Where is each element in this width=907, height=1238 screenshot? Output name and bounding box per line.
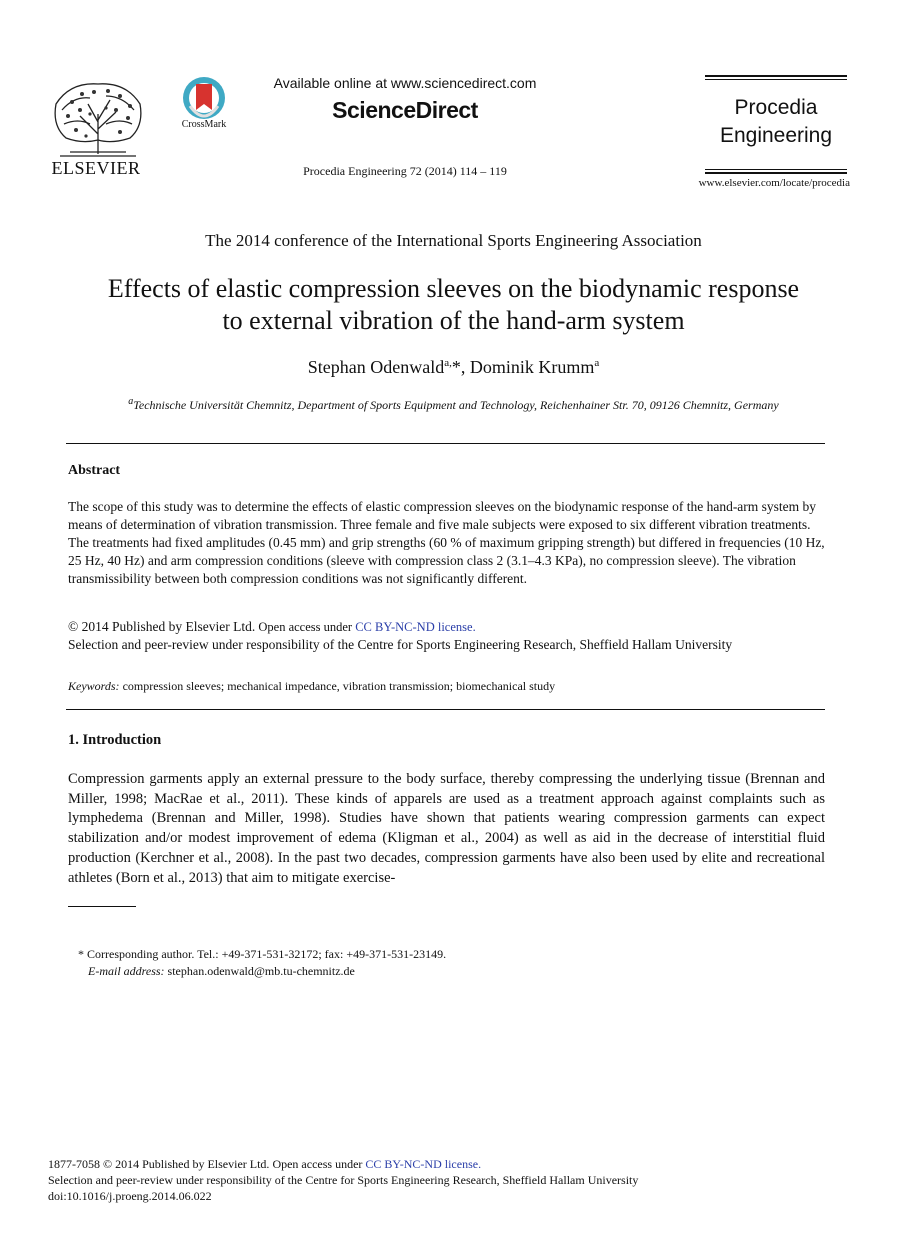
- divider: [705, 79, 847, 80]
- conference-name: The 2014 conference of the International Sports Engineering Association: [205, 231, 702, 250]
- keywords-list: compression sleeves; mechanical impedance, vibration transmission; biomechanical study: [119, 679, 556, 693]
- peer-review-statement: Selection and peer-review under responsibility of the Centre for Sports Engineering Research, Sheffield Hallam University: [68, 637, 733, 652]
- affiliation: [40, 396, 867, 413]
- title-line-1: Effects of elastic compression sleeves on the biodynamic response: [107, 274, 800, 303]
- section-body: Compression garments apply an external pressure to the body surface, thereby compressing the underlying tissue (Brennan and Miller, 1998; MacRae et al., 2011). These kinds of apparels are used as a treatment approach against complaints such as lymphedema (Brennan and Miller, 1998). Studies have shown that patients wearing compression garments can expect stabilization and/or modest improvement of edema (Kligman et al., 2004) as well as aid in the decrease of interstitial fluid production (Kerchner et al., 2008). In the past two decades, compression garments have also been used by elite and recreational athletes (Born et al., 2013) that aim to mitigate exercise-: [68, 771, 825, 886]
- journal-reference: Procedia Engineering 72 (2014) 114 – 119: [303, 164, 507, 178]
- keywords-label: Keywords:: [68, 679, 120, 693]
- divider: [705, 172, 847, 174]
- open-access-text: Open access under: [269, 1157, 366, 1171]
- copyright-line: [68, 619, 825, 635]
- divider: [66, 443, 825, 444]
- elsevier-wordmark: ELSEVIER: [51, 158, 141, 178]
- issn-text: 1877-7058 © 2014 Published by Elsevier Ltd.: [48, 1157, 270, 1171]
- crossmark-label: CrossMark: [181, 119, 227, 130]
- copyright-text: © 2014 Published by Elsevier Ltd.: [68, 619, 256, 634]
- divider: [66, 709, 825, 710]
- email-footnote: [88, 964, 355, 979]
- author-affiliation-mark: a,: [444, 357, 452, 369]
- issn-line: [48, 1156, 808, 1172]
- author-name: Stephan Odenwald: [307, 357, 445, 377]
- title-line-2: to external vibration of the hand-arm system: [222, 306, 685, 335]
- doi-line[interactable]: doi:10.1016/j.proeng.2014.06.022: [48, 1189, 212, 1203]
- divider: [705, 169, 847, 170]
- affiliation-text: Technische Universität Chemnitz, Department of Sports Equipment and Technology, Reichenhainer Str. 70, 09126 Chemnitz, Germany: [133, 398, 779, 412]
- paper-title: [40, 273, 867, 337]
- author-separator: ,: [460, 357, 470, 377]
- peer-review-line: Selection and peer-review under responsibility of the Centre for Sports Engineering Research, Sheffield Hallam University: [48, 1173, 639, 1187]
- corresponding-author-footnote: * Corresponding author. Tel.: +49-371-531-32172; fax: +49-371-531-23149.: [78, 947, 447, 961]
- section-heading: 1. Introduction: [68, 732, 162, 748]
- footnote-divider: [68, 906, 136, 907]
- abstract-body: The scope of this study was to determine the effects of elastic compression sleeves on the biodynamic response of the hand-arm system by means of determination of vibration transmission. Three female and five male subjects were exposed to six different vibration treatments. The treatments had fixed amplitudes (0.45 mm) and grip strengths (60 % of maximum gripping strength) but differed in frequencies (10 Hz, 25 Hz, 40 Hz) and arm compression conditions (sleeve with compression class 2 (3.1–4.3 KPa), no compression sleeve). The vibration transmissibility between both compression conditions was not significantly different.: [68, 499, 825, 586]
- affiliation-mark: a: [128, 396, 134, 407]
- license-link[interactable]: CC BY-NC-ND license.: [365, 1157, 482, 1171]
- open-access-text: Open access under: [255, 620, 356, 634]
- journal-name-line1: Procedia: [734, 96, 818, 119]
- available-online-text[interactable]: Available online at www.sciencedirect.com: [273, 75, 537, 91]
- journal-name: [700, 94, 852, 150]
- corresponding-mark: *: [451, 357, 461, 377]
- author-name: Dominik Krumm: [469, 357, 595, 377]
- email-label: E-mail address:: [88, 964, 165, 978]
- journal-url[interactable]: www.elsevier.com/locate/procedia: [698, 177, 850, 189]
- divider: [705, 75, 847, 77]
- keywords: [68, 679, 825, 694]
- email-address[interactable]: stephan.odenwald@mb.tu-chemnitz.de: [164, 964, 355, 978]
- abstract-heading: Abstract: [68, 463, 121, 478]
- publication-meta: [48, 1156, 808, 1204]
- journal-name-line2: Engineering: [719, 124, 833, 147]
- author-affiliation-mark: a: [594, 357, 600, 369]
- license-link[interactable]: CC BY-NC-ND license.: [355, 620, 476, 634]
- author-list: [0, 357, 907, 378]
- sciencedirect-brand[interactable]: ScienceDirect: [332, 97, 478, 123]
